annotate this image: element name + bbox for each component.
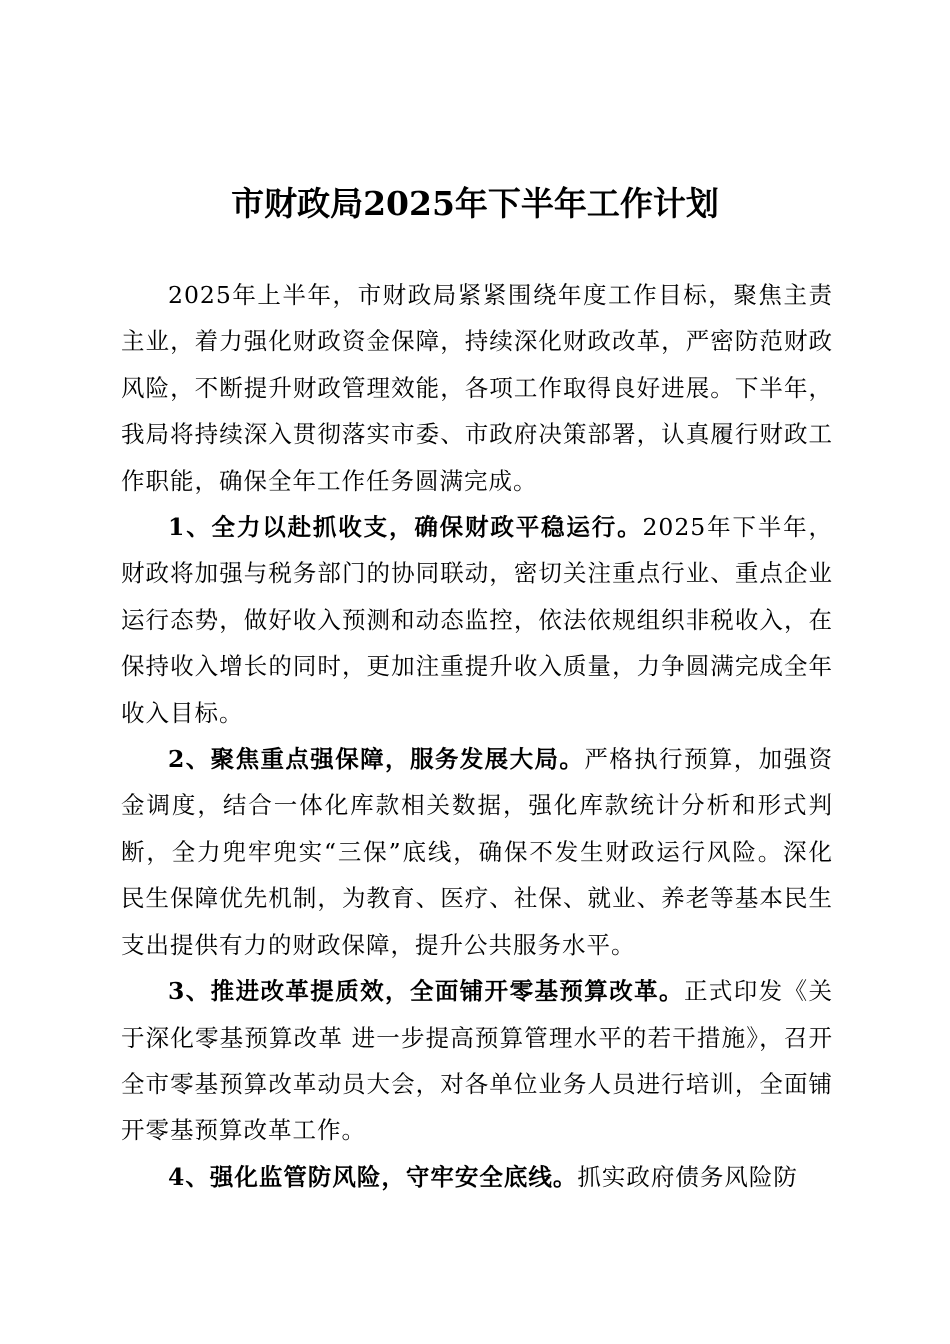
section-heading-3: 3、推进改革提质效，全面铺开零基预算改革。 [168, 977, 684, 1006]
section-paragraph-3 [121, 968, 833, 1154]
section-text-3: 正式印发《关于深化零基预算改革 进一步提高预算管理水平的若干措施》，召开全市零基预算改革动员大会，对各单位业务人员进行培训，全面铺开零基预算改革工作。 [121, 977, 833, 1145]
section-paragraph-1 [121, 504, 833, 736]
section-text-1: 2025年下半年，财政将加强与税务部门的协同联动，密切关注重点行业、重点企业运行态势，做好收入预测和动态监控，依法依规组织非税收入，在保持收入增长的同时，更加注重提升收入质量，力争圆满完成全年收入目标。 [121, 513, 833, 727]
section-heading-2: 2、聚焦重点强保障，服务发展大局。 [168, 745, 585, 774]
document-body [121, 272, 833, 1200]
section-paragraph-4 [121, 1154, 833, 1200]
document-title: 市财政局2025年下半年工作计划 [231, 184, 719, 223]
section-heading-1: 1、全力以赴抓收支，确保财政平稳运行。 [168, 513, 643, 542]
section-paragraph-2 [121, 736, 833, 968]
section-text-2: 严格执行预算，加强资金调度，结合一体化库款相关数据，强化库款统计分析和形式判断，全力兜牢兜实“三保”底线，确保不发生财政运行风险。深化民生保障优先机制，为教育、医疗、社保、就业、养老等基本民生支出提供有力的财政保障，提升公共服务水平。 [121, 745, 833, 959]
intro-paragraph: 2025年上半年，市财政局紧紧围绕年度工作目标，聚焦主责主业，着力强化财政资金保障，持续深化财政改革，严密防范财政风险，不断提升财政管理效能，各项工作取得良好进展。下半年，我局将持续深入贯彻落实市委、市政府决策部署，认真履行财政工作职能，确保全年工作任务圆满完成。 [121, 281, 833, 495]
section-heading-4: 4、强化监管防风险，守牢安全底线。 [168, 1162, 578, 1191]
section-text-4: 抓实政府债务风险防 [577, 1162, 798, 1191]
